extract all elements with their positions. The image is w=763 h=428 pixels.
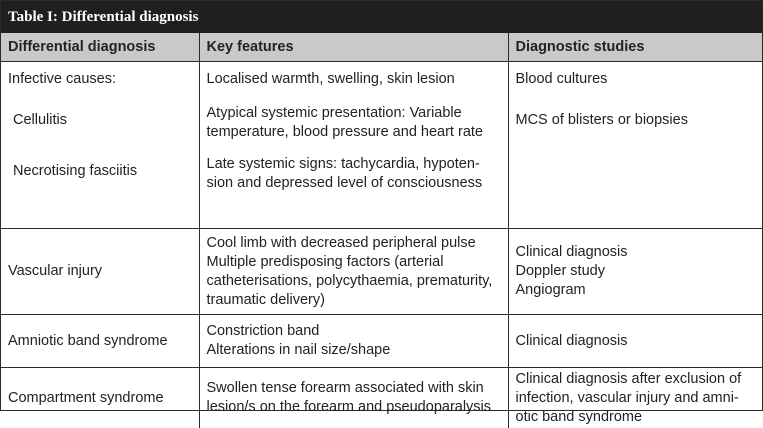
feature-text: traumatic delivery)	[207, 291, 500, 310]
feature-text: Constriction band	[207, 322, 500, 341]
feature-text: Atypical systemic presentation: Variable	[207, 104, 500, 123]
feature-text: Localised warmth, swelling, skin lesion	[207, 70, 500, 89]
features-cell	[199, 62, 508, 229]
studies-cell	[508, 368, 762, 428]
feature-text: Swollen tense forearm associated with skin	[207, 379, 500, 398]
studies-cell	[508, 229, 762, 315]
differential-diagnosis-table	[1, 33, 762, 428]
feature-text: lesion/s on the forearm and pseudoparalysis	[207, 398, 500, 417]
table-row-compartment-syndrome	[1, 368, 762, 428]
diagnosis-text: Infective causes:	[8, 70, 191, 89]
study-text: otic band syndrome	[516, 408, 755, 427]
diagnosis-text: Necrotising fasciitis	[8, 162, 191, 181]
diagnosis-cell	[1, 229, 199, 315]
features-cell	[199, 229, 508, 315]
table-title: Table I: Differential diagnosis	[1, 1, 762, 33]
diagnosis-text: Compartment syndrome	[8, 389, 191, 408]
feature-text: temperature, blood pressure and heart rate	[207, 123, 500, 142]
diagnosis-text: Cellulitis	[8, 111, 191, 130]
study-text: Blood cultures	[516, 70, 755, 89]
study-text: Clinical diagnosis	[516, 243, 755, 262]
header-diagnostic-studies: Diagnostic studies	[508, 33, 762, 62]
table-row-amniotic-band-syndrome	[1, 315, 762, 368]
diagnosis-cell	[1, 62, 199, 229]
features-cell	[199, 315, 508, 368]
diagnosis-text: Amniotic band syndrome	[8, 332, 191, 351]
feature-text: sion and depressed level of consciousness	[207, 174, 500, 193]
table-row-vascular-injury	[1, 229, 762, 315]
feature-text: catheterisations, polycythaemia, prematurity,	[207, 272, 500, 291]
header-differential-diagnosis: Differential diagnosis	[1, 33, 199, 62]
table-row-infective-causes	[1, 62, 762, 229]
feature-text: Multiple predisposing factors (arterial	[207, 253, 500, 272]
feature-text: Cool limb with decreased peripheral pulse	[207, 234, 500, 253]
study-text: Doppler study	[516, 262, 755, 281]
table-header-row	[1, 33, 762, 62]
studies-cell	[508, 315, 762, 368]
study-text: Clinical diagnosis	[516, 332, 755, 351]
diagnosis-text: Vascular injury	[8, 262, 191, 281]
header-key-features: Key features	[199, 33, 508, 62]
study-text: Clinical diagnosis after exclusion of	[516, 370, 755, 389]
features-cell	[199, 368, 508, 428]
study-text: MCS of blisters or biopsies	[516, 111, 755, 130]
study-text: infection, vascular injury and amni-	[516, 389, 755, 408]
diagnosis-cell	[1, 315, 199, 368]
feature-text: Late systemic signs: tachycardia, hypoten-	[207, 155, 500, 174]
study-text: Angiogram	[516, 281, 755, 300]
studies-cell	[508, 62, 762, 229]
diagnosis-cell	[1, 368, 199, 428]
feature-text: Alterations in nail size/shape	[207, 341, 500, 360]
